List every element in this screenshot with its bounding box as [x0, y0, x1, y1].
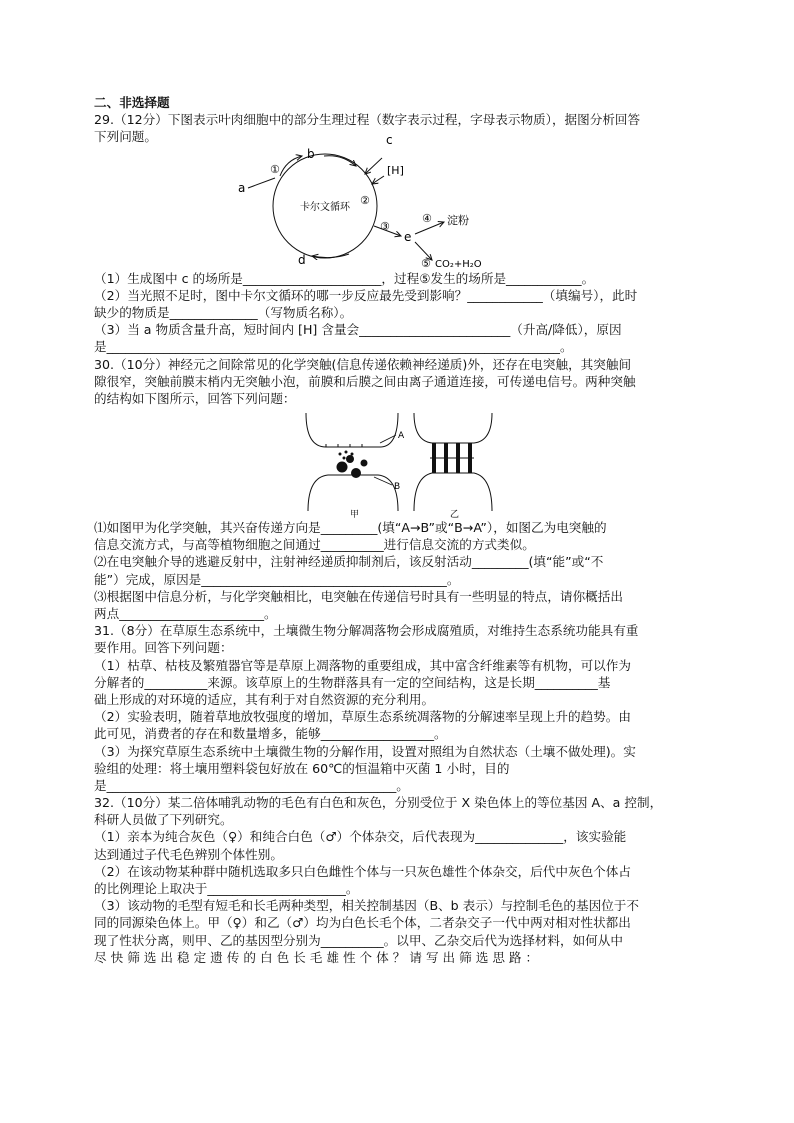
label-jia: 甲	[350, 510, 360, 521]
q32-line-9: 现了性状分离，则甲、乙的基因型分别为__________。以甲、乙杂交后代为选择材料，如何从中	[94, 932, 623, 948]
q31-line-7: 此可见，消费者的存在和数量增多，能够__________________。	[94, 726, 447, 742]
label-a: a	[238, 180, 246, 195]
label-process-1: ①	[270, 162, 280, 176]
q29-question-3b: 是________________________________________________________________________。	[94, 339, 573, 355]
q31-line-8: （3）为探究草原生态系统中土壤微生物的分解作用，设置对照组为自然状态（土壤不做处理)。实	[94, 743, 636, 759]
q30-question-1a: ⑴如图甲为化学突触，其兴奋传递方向是_________(填“A→B”或“B→A”），如图乙为电突触的	[94, 520, 607, 536]
q31-line-1: 31.（8分）在草原生态系统中，土壤微生物分解凋落物会形成腐殖质，对维持生态系统功能具有重	[94, 623, 639, 639]
q30-question-2a: ⑵在电突触介导的逃避反射中，注射神经递质抑制剂后，该反射活动_________(填“能”或“不	[94, 554, 604, 570]
q32-line-8: 同的同源染色体上。甲（♀）和乙（♂）均为白色长毛个体，二者杂交子一代中两对相对性状都出	[94, 915, 631, 931]
q31-line-10: 是______________________________________________。	[94, 777, 409, 793]
label-b: b	[307, 146, 315, 161]
synapse-diagram	[94, 407, 702, 519]
label-B: B	[394, 482, 401, 493]
question-31	[94, 622, 702, 794]
q32-line-4: 达到通过子代毛色辨别个体性别。	[94, 846, 283, 862]
label-process-5: ⑤	[421, 256, 431, 270]
label-d: d	[298, 252, 306, 267]
q30-question-2b: 能”）完成，原因是_______________________________________。	[94, 571, 460, 587]
question-30	[94, 356, 702, 623]
label-c: c	[386, 132, 393, 147]
question-29	[94, 111, 702, 355]
q31-line-9: 验组的处理：将土壤用塑料袋包好放在 60℃的恒温箱中灭菌 1 小时，目的	[94, 760, 510, 776]
q31-line-2: 要作用。回答下列问题：	[94, 640, 233, 656]
q29-stem-line-2: 下列问题。	[94, 129, 157, 145]
q29-question-2b: 缺少的物质是______________（写物质名称）。	[94, 304, 353, 320]
q31-line-4: 分解者的__________来源。该草原上的生物群落具有一定的空间结构，这是长期__________基	[94, 674, 611, 690]
q29-question-2a: （2）当光照不足时，图中卡尔文循环的哪一步反应最先受到影响？____________（填编号），此时	[94, 287, 638, 303]
q31-line-6: （2）实验表明，随着草地放牧强度的增加，草原生态系统凋落物的分解速率呈现上升的趋势。由	[94, 709, 631, 725]
synapse-figure	[94, 407, 702, 519]
q32-line-1: 32.（10分）某二倍体哺乳动物的毛色有白色和灰色，分别受位于 X 染色体上的等位基因 A、a 控制，	[94, 795, 663, 811]
q32-line-10: 尽 快 筛 选 出 稳 定 遗 传 的 白 色 长 毛 雄 性 个 体 ？ 请 写 出 筛 选 思 路 ：	[94, 949, 539, 965]
q30-stem-line-1: 30.（10分）神经元之间除常见的化学突触(信息传递依赖神经递质)外，还存在电突触，其突触间	[94, 356, 632, 372]
label-starch: 淀粉	[447, 213, 469, 227]
label-process-4: ④	[422, 211, 432, 225]
q29-question-3a: （3）当 a 物质含量升高，短时间内 [H] 含量会________________________（升高/降低），原因	[94, 322, 622, 338]
label-process-3: ③	[380, 219, 390, 233]
label-co2-h2o: CO₂+H₂O	[435, 258, 482, 270]
q32-line-3: （1）亲本为纯合灰色（♀）和纯合白色（♂）个体杂交，后代表现为______________，该实验能	[94, 829, 627, 845]
q30-stem-line-2: 隙很窄，突触前膜末梢内无突触小泡，前膜和后膜之间由离子通道连接，可传递电信号。两种突触	[94, 373, 636, 389]
cycle-label: 卡尔文循环	[300, 201, 350, 213]
q30-question-3b: 两点_______________________。	[94, 606, 277, 621]
q29-question-1: （1）生成图中 c 的场所是______________________，过程⑤发生的场所是____________。	[94, 270, 595, 286]
q32-line-6: 的比例理论上取决于______________________。	[94, 881, 359, 896]
q32-line-7: （3）该动物的毛型有短毛和长毛两种类型，相关控制基因（B、b 表示）与控制毛色的基因位于不	[94, 898, 639, 914]
q30-stem-line-3: 的结构如下图所示，回答下列问题：	[94, 390, 296, 406]
q32-line-5: （2）在该动物某种群中随机选取多只白色雌性个体与一只灰色雄性个体杂交，后代中灰色个体占	[94, 863, 631, 879]
q30-question-3a: ⑶根据图中信息分析，与化学突触相比，电突触在传递信号时具有一些明显的特点，请你概括出	[94, 588, 623, 604]
exam-page	[94, 94, 702, 966]
q32-line-2: 科研人员做了下列研究。	[94, 812, 233, 828]
label-process-2: ②	[360, 193, 370, 207]
question-32	[94, 794, 702, 966]
q29-stem-line-1: 29.（12分）下图表示叶肉细胞中的部分生理过程（数字表示过程，字母表示物质），据图分析回答	[94, 112, 641, 128]
q30-question-1b: 信息交流方式，与高等植物细胞之间通过__________进行信息交流的方式类似。	[94, 537, 535, 553]
label-yi: 乙	[450, 510, 460, 521]
label-h: [H]	[387, 163, 404, 177]
q31-line-3: （1）枯草、枯枝及繁殖器官等是草原上凋落物的重要组成，其中富含纤维素等有机物，可以作为	[94, 657, 631, 673]
label-e: e	[404, 229, 412, 244]
label-A: A	[398, 431, 405, 442]
section-title: 二、非选择题	[94, 95, 170, 110]
q31-line-5: 础上形成的对环境的适应，其有利于对自然资源的充分利用。	[94, 691, 435, 707]
